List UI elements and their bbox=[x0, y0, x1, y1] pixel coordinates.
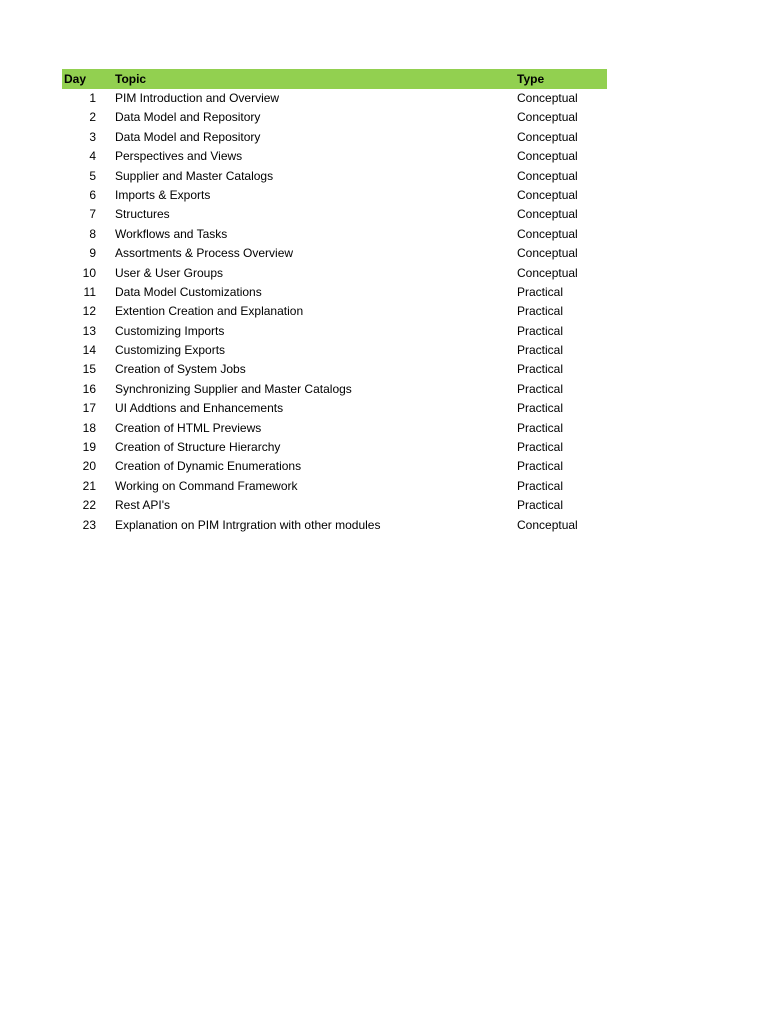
cell-type: Practical bbox=[517, 381, 564, 396]
cell-type: Conceptual bbox=[517, 207, 578, 222]
cell-topic: Customizing Exports bbox=[115, 343, 226, 358]
cell-day: 11 bbox=[83, 284, 96, 299]
cell-topic: Structures bbox=[115, 207, 170, 222]
cell-type: Practical bbox=[517, 478, 564, 493]
cell-topic: Workflows and Tasks bbox=[115, 226, 228, 241]
cell-topic: Explanation on PIM Intrgration with other modules bbox=[115, 517, 381, 532]
cell-day: 21 bbox=[82, 478, 96, 493]
cell-topic: Creation of HTML Previews bbox=[115, 420, 262, 435]
cell-topic: PIM Introduction and Overview bbox=[115, 91, 280, 105]
cell-type: Practical bbox=[517, 440, 564, 455]
cell-day: 14 bbox=[82, 343, 96, 358]
table-row bbox=[62, 496, 607, 515]
cell-type: Conceptual bbox=[517, 517, 578, 532]
cell-day: 18 bbox=[82, 420, 96, 435]
cell-day: 3 bbox=[89, 129, 96, 144]
header-day: Day bbox=[64, 72, 87, 86]
table-row bbox=[62, 341, 607, 360]
table-row bbox=[62, 186, 607, 205]
cell-day: 20 bbox=[82, 459, 96, 474]
cell-topic: User & User Groups bbox=[115, 265, 224, 280]
table-row bbox=[62, 283, 607, 302]
header-topic: Topic bbox=[115, 72, 147, 86]
table-row bbox=[62, 457, 607, 476]
table-row bbox=[62, 302, 607, 321]
cell-topic: Creation of System Jobs bbox=[115, 362, 246, 377]
table-row bbox=[62, 147, 607, 166]
cell-type: Conceptual bbox=[517, 187, 578, 202]
cell-day: 5 bbox=[89, 168, 96, 183]
cell-type: Conceptual bbox=[517, 226, 578, 241]
cell-type: Conceptual bbox=[517, 91, 578, 105]
cell-day: 2 bbox=[89, 110, 96, 125]
header-type: Type bbox=[517, 72, 545, 86]
table-row bbox=[62, 225, 607, 244]
cell-day: 22 bbox=[82, 498, 96, 513]
table-row bbox=[62, 264, 607, 283]
table-row bbox=[62, 380, 607, 399]
cell-day: 6 bbox=[89, 187, 96, 202]
cell-topic: Assortments & Process Overview bbox=[115, 246, 294, 261]
cell-day: 16 bbox=[82, 381, 96, 396]
cell-topic: Data Model and Repository bbox=[115, 110, 261, 125]
cell-type: Practical bbox=[517, 343, 564, 358]
table-row bbox=[62, 322, 607, 341]
cell-day: 13 bbox=[82, 323, 96, 338]
table-row bbox=[62, 477, 607, 496]
cell-day: 12 bbox=[82, 304, 96, 319]
cell-topic: Data Model Customizations bbox=[115, 284, 262, 299]
cell-topic: Rest API's bbox=[115, 498, 170, 513]
cell-day: 10 bbox=[82, 265, 96, 280]
cell-topic: Supplier and Master Catalogs bbox=[115, 168, 274, 183]
cell-type: Practical bbox=[517, 304, 564, 319]
cell-day: 1 bbox=[89, 91, 96, 105]
table-row bbox=[62, 399, 607, 418]
table-row bbox=[62, 205, 607, 224]
cell-day: 23 bbox=[82, 517, 96, 532]
cell-topic: Perspectives and Views bbox=[115, 149, 243, 164]
cell-type: Practical bbox=[517, 362, 564, 377]
cell-type: Conceptual bbox=[517, 168, 578, 183]
table-row bbox=[62, 89, 607, 108]
cell-day: 8 bbox=[89, 226, 96, 241]
cell-topic: Creation of Structure Hierarchy bbox=[115, 440, 281, 455]
table-row bbox=[62, 438, 607, 457]
table-row bbox=[62, 108, 607, 127]
cell-type: Practical bbox=[517, 459, 564, 474]
cell-day: 4 bbox=[89, 149, 96, 164]
cell-type: Practical bbox=[517, 401, 564, 416]
table-row bbox=[62, 419, 607, 438]
cell-type: Conceptual bbox=[517, 110, 578, 125]
cell-type: Conceptual bbox=[517, 129, 578, 144]
cell-type: Practical bbox=[517, 498, 564, 513]
cell-day: 7 bbox=[89, 207, 96, 222]
cell-topic: Customizing Imports bbox=[115, 323, 225, 338]
cell-topic: Synchronizing Supplier and Master Catalogs bbox=[115, 381, 352, 396]
cell-day: 17 bbox=[82, 401, 96, 416]
cell-day: 15 bbox=[82, 362, 96, 377]
cell-topic: Extention Creation and Explanation bbox=[115, 304, 304, 319]
cell-topic: Imports & Exports bbox=[115, 187, 211, 202]
cell-type: Conceptual bbox=[517, 265, 578, 280]
schedule-table bbox=[62, 69, 607, 535]
cell-type: Conceptual bbox=[517, 246, 578, 261]
cell-topic: Working on Command Framework bbox=[115, 478, 298, 493]
table-row bbox=[62, 128, 607, 147]
cell-day: 19 bbox=[82, 440, 96, 455]
table-header-row bbox=[62, 69, 607, 89]
table-row bbox=[62, 360, 607, 379]
cell-topic: Data Model and Repository bbox=[115, 129, 261, 144]
cell-type: Practical bbox=[517, 323, 564, 338]
table-body bbox=[62, 89, 607, 535]
table-row bbox=[62, 244, 607, 263]
cell-type: Conceptual bbox=[517, 149, 578, 164]
table-row bbox=[62, 516, 607, 535]
table-row bbox=[62, 167, 607, 186]
cell-topic: UI Addtions and Enhancements bbox=[115, 401, 284, 416]
cell-day: 9 bbox=[89, 246, 96, 261]
cell-type: Practical bbox=[517, 420, 564, 435]
cell-topic: Creation of Dynamic Enumerations bbox=[115, 459, 302, 474]
cell-type: Practical bbox=[517, 284, 564, 299]
